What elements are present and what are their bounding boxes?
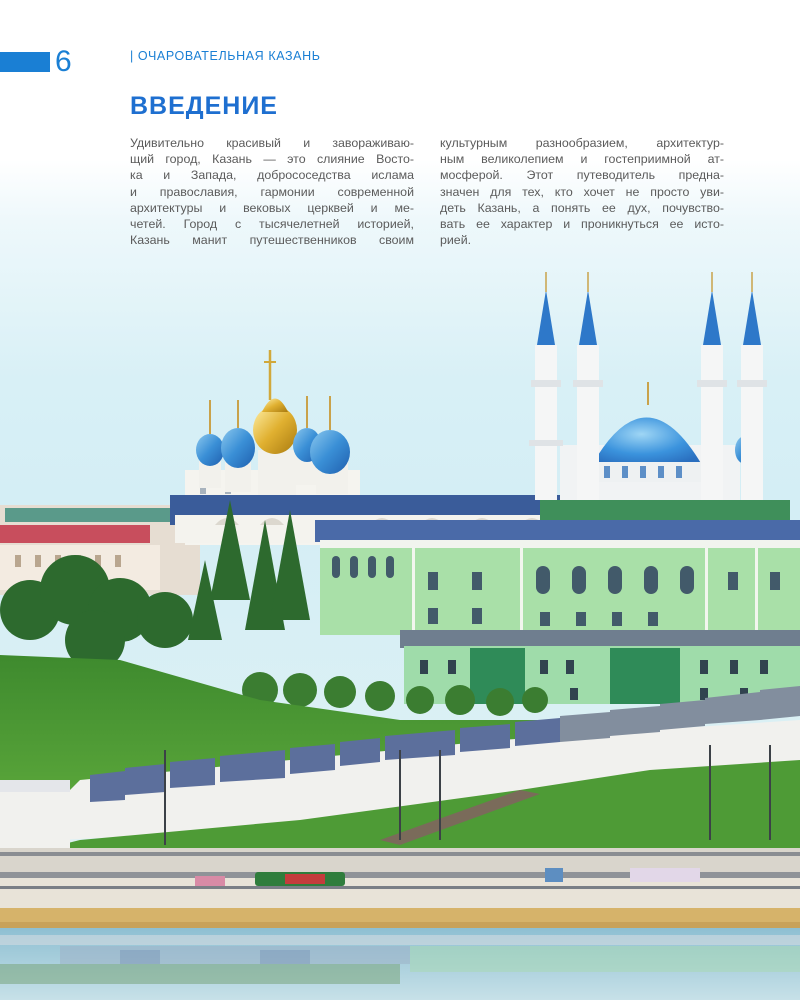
page-title: ВВЕДЕНИЕ xyxy=(130,92,278,120)
text-line: деть Казань, а понять ее дух, почувство- xyxy=(440,200,724,215)
text-line: значен для тех, кто хочет не просто уви- xyxy=(440,184,724,199)
text-line: четей. Город с тысячелетней историей, xyxy=(130,217,414,232)
text-line: Казань манит путешественников своим xyxy=(130,233,414,248)
text-line: ным великолепием и гостеприимной ат- xyxy=(440,152,724,167)
text-line: мосферой. Этот путеводитель предна- xyxy=(440,168,724,183)
text-line: рией. xyxy=(440,233,472,248)
text-column-left xyxy=(130,135,414,248)
text-line: архитектуры и вековых церквей и ме- xyxy=(130,200,414,215)
text-line: культурным разнообразием, архитектур- xyxy=(440,136,724,150)
text-line: вать ее характер и проникнуться ее исто- xyxy=(440,217,724,232)
running-head: | ОЧАРОВАТЕЛЬНАЯ КАЗАНЬ xyxy=(130,49,321,63)
text-line: щий город, Казань — это слияние Восто- xyxy=(130,152,414,167)
text-line: и православия, гармонии современной xyxy=(130,184,414,199)
header-accent-bar xyxy=(0,52,50,72)
text-line: ка и Запада, добрососедства ислама xyxy=(130,168,414,183)
page-number: 6 xyxy=(55,45,72,78)
text-line: Удивительно красивый и завораживаю- xyxy=(130,136,414,150)
text-column-right xyxy=(440,135,724,248)
